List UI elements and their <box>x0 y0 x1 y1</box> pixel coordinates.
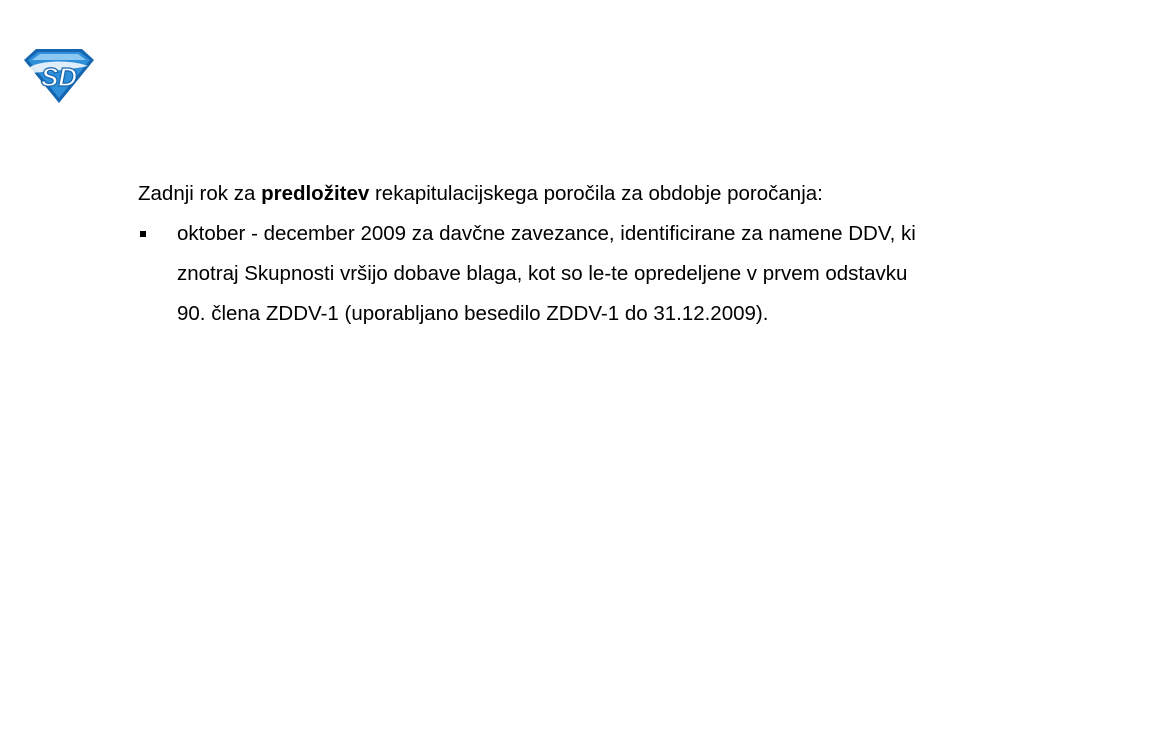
list-item-line: oktober - december 2009 za davčne zavezance, identificirane za namene DDV, ki <box>177 222 916 245</box>
intro-text-after: rekapitulacijskega poročila za obdobje poročanja: <box>369 182 823 205</box>
sd-shield-logo-icon <box>22 47 96 105</box>
logo-graphic <box>22 47 96 105</box>
square-bullet-icon <box>140 231 146 237</box>
intro-bold-term: predložitev <box>261 182 370 205</box>
intro-text-before: Zadnji rok za <box>138 182 262 205</box>
list-item-line: 90. člena ZDDV-1 (uporabljano besedilo ZDDV-1 do 31.12.2009). <box>177 302 769 325</box>
bullet-list <box>138 214 1038 334</box>
list-item <box>138 214 1029 334</box>
logo-text: SD <box>40 62 78 92</box>
document-body <box>138 174 1038 334</box>
intro-paragraph <box>138 174 1038 214</box>
list-item-line: znotraj Skupnosti vršijo dobave blaga, kot so le-te opredeljene v prvem odstavku <box>177 262 908 285</box>
